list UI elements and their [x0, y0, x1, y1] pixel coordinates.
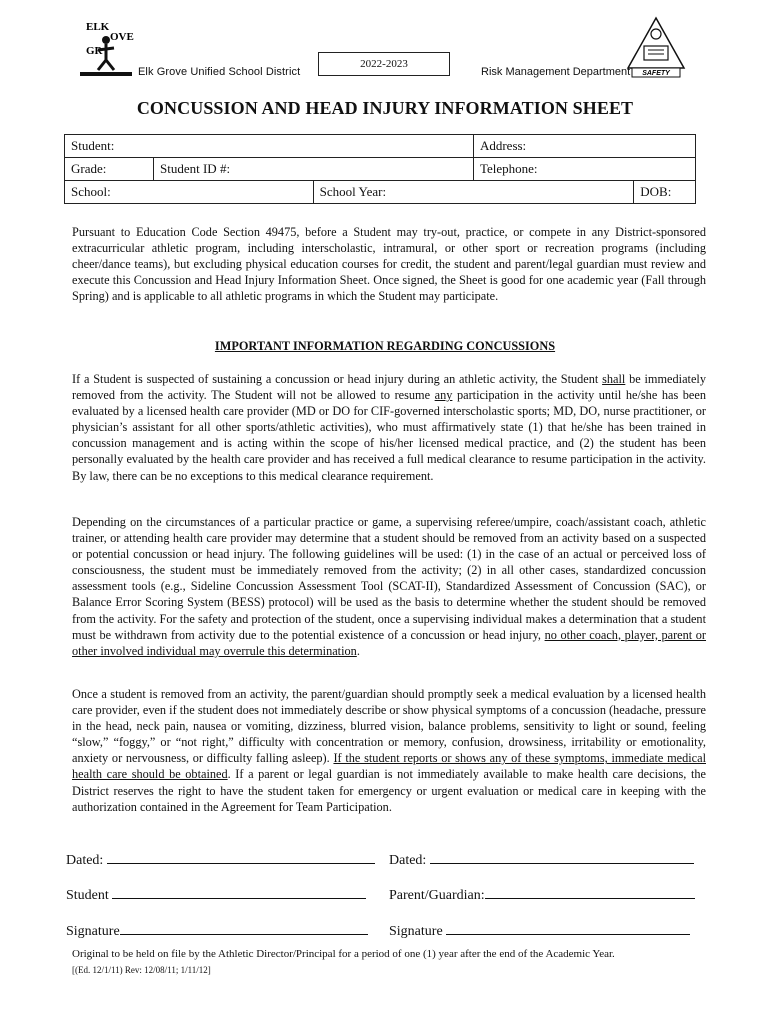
paragraph-medical-evaluation: Once a student is removed from an activity, the parent/guardian should promptly seek a medical evaluation by a licensed health care provider, even if the student does not immediately describe or show physical symptoms of a concussion (headache, pressure in the head, neck pain, nausea or vomiting, dizziness, blurred vision, balance problems, sensitivity to light or sound, feeling “slow,” “foggy,” or “not right,” difficulty with concentration or memory, confusion, drowsiness, irritability or emotionality, anxiety or nervousness, or difficulty falling asleep). If the student reports or shows any of these symptoms, immediate medical health care should be obtained. If a parent or legal guardian is not immediately available to make health care decisions, the District reserves the right to have the student taken for emergency or urgent evaluation or medical care in keeping with the authorization contained in the Agreement for Team Participation. [72, 687, 706, 814]
grade-field[interactable]: Grade: [65, 158, 154, 181]
school-year-field[interactable]: School Year: [313, 181, 634, 204]
emphasis-seek-care: If the student reports or shows any of these symptoms, immediate medical health care should be obtained [72, 751, 706, 782]
student-field[interactable]: Student: [65, 135, 474, 158]
parent-line[interactable] [485, 886, 695, 899]
parent-label: Parent/Guardian: [389, 888, 485, 903]
signature-right-row [389, 922, 690, 940]
address-field[interactable]: Address: [473, 135, 695, 158]
signature-left-line[interactable] [120, 922, 368, 935]
district-name: Elk Grove Unified School District [138, 66, 301, 78]
district-logo [76, 18, 136, 78]
paragraph-clearance: If a Student is suspected of sustaining a concussion or head injury during an athletic activity, the Student shall be immediately removed from the activity. The Student will not be allowed to resume any participation in the activity until he/she has been evaluated by a licensed health care provider (MD or DO for CIF-governed interscholastic sports; MD, DO, nurse practitioner, or physician’s assistant for all other sports/athletic activities), who must affirmatively state (1) that he/she has been trained in concussion management and is acting within the scope of his/her licensed medical practice, and (2) the student has been personally evaluated by the health care provider and has received a full medical clearance to resume participation in the activity. By law, there can be no exceptions to this medical clearance requirement. [72, 372, 706, 483]
edition-note: [(Ed. 12/1/11) Rev: 12/08/11; 1/11/12] [72, 965, 211, 975]
signature-right-label: Signature [389, 924, 443, 939]
intro-paragraph: Pursuant to Education Code Section 49475, before a Student may try-out, practice, or compete in any District-sponsored extracurricular athletic program, including interscholastic, intramural, or other sport or recreation programs (including cheer/dance teams), but excluding physical education courses for credit, the student and parent/legal guardian must review and execute this Concussion and Head Injury Information Sheet. Once signed, the Sheet is good for one academic year (Fall through Spring) and is applicable to all athletic programs in which the Student may participate. [72, 225, 706, 304]
logo-text-elk: ELK [86, 21, 110, 33]
section-heading: IMPORTANT INFORMATION REGARDING CONCUSSIONS [214, 339, 556, 353]
signature-left-row [66, 922, 368, 940]
dated-right-row [389, 851, 694, 869]
student-line[interactable] [112, 886, 366, 899]
parent-row [389, 886, 695, 904]
dated-right-line[interactable] [430, 851, 694, 864]
logo-text-gr: GR [86, 45, 103, 57]
signature-left-label: Signature [66, 924, 120, 939]
student-label: Student [66, 888, 109, 903]
department-name: Risk Management Department [481, 66, 631, 78]
emphasis-shall: shall [602, 372, 626, 386]
retention-note: Original to be held on file by the Athletic Director/Principal for a period of one (1) year after the end of the Academic Year. [72, 948, 615, 960]
student-row [66, 886, 366, 904]
logo-text-ove: OVE [110, 31, 134, 43]
dated-left-line[interactable] [107, 851, 375, 864]
telephone-field[interactable]: Telephone: [473, 158, 695, 181]
dated-left-label: Dated: [66, 853, 104, 868]
school-field[interactable]: School: [65, 181, 314, 204]
emphasis-any: any [434, 388, 453, 403]
safety-text: SAFETY [642, 70, 670, 77]
paragraph-removal: Depending on the circumstances of a particular practice or game, a supervising referee/umpire, coach/assistant coach, athletic trainer, or attending health care provider may determine that a student should be removed from an activity based on a suspected or potential concussion or head injury. The following guidelines will be used: (1) in the case of an actual or perceived loss of consciousness, the student must be immediately removed from the activity; (2) in all other cases, standardized concussion assessment tools (e.g., Sideline Concussion Assessment Tool (SCAT-II), Standardized Assessment of Concussion (SAC), or Balance Error Scoring System (BESS) protocol) will be used as the basis to determine whether the student should be removed from the activity. For the safety and protection of the student, once a supervising individual makes a determination that a student must be withdrawn from activity due to the potential existence of a concussion or head injury, no other coach, player, parent or other involved individual may overrule this determination. [72, 515, 707, 658]
school-year-box: 2022-2023 [318, 52, 450, 76]
student-info-table [64, 134, 696, 204]
emphasis-no-overrule: no other coach, player, parent or other involved individual may overrule this determination [72, 627, 707, 658]
student-id-field[interactable]: Student ID #: [154, 158, 474, 181]
dated-right-label: Dated: [389, 853, 427, 868]
page-title: CONCUSSION AND HEAD INJURY INFORMATION SHEET [136, 98, 634, 118]
dob-field[interactable]: DOB: [634, 181, 696, 204]
signature-right-line[interactable] [446, 922, 690, 935]
safety-logo [626, 16, 686, 78]
dated-left-row [66, 851, 375, 869]
